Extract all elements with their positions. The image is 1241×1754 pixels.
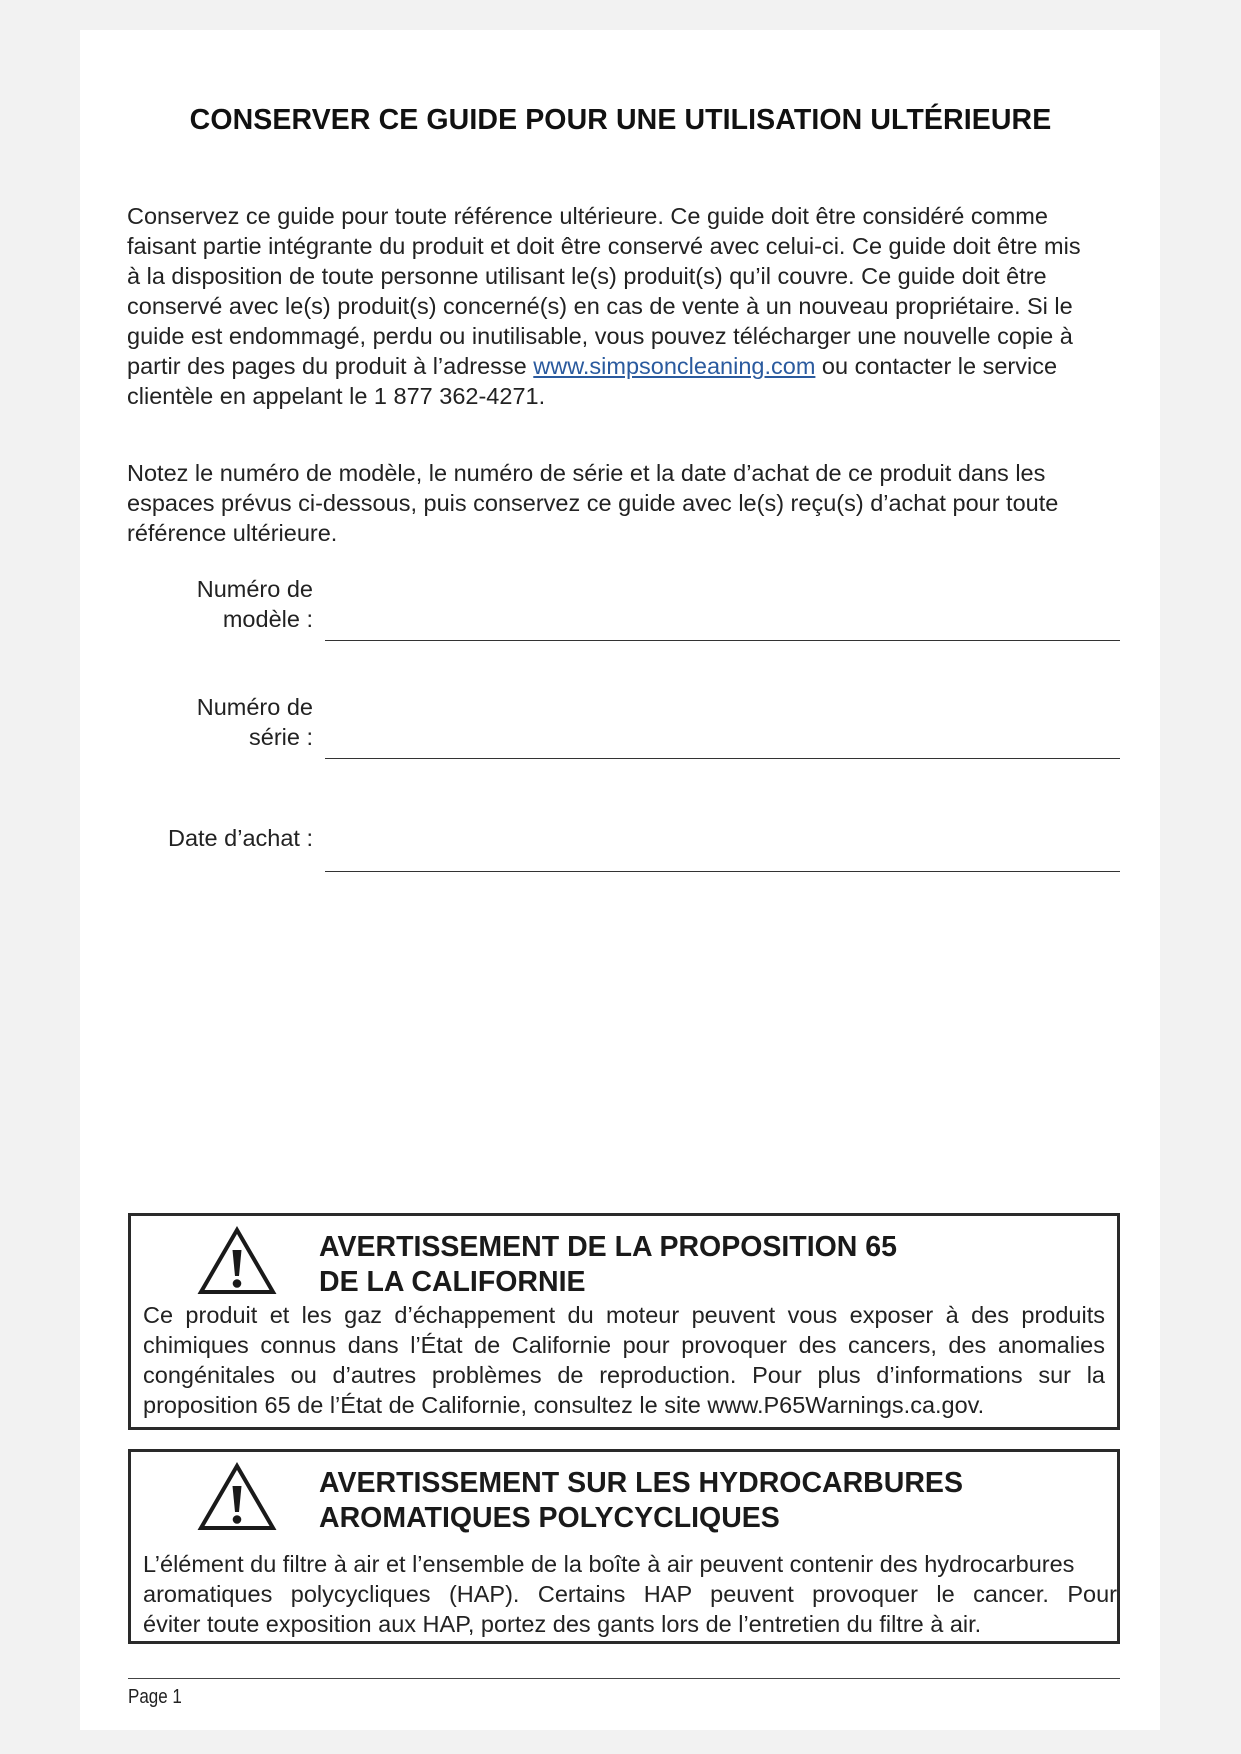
website-link[interactable]: www.simpsoncleaning.com [533,353,816,379]
record-line: référence ultérieure. [127,520,338,546]
warning-triangle-icon [197,1226,277,1296]
model-number-label [197,574,313,634]
model-number-label-line: Numéro de [196,576,313,602]
warning-text-line: Ce produit et les gaz d’échappement du moteur peuvent vous exposer à des produits [143,1302,1105,1328]
warning-text-line: chimiques connus dans l’État de Californie pour provoquer des cancers, des anomalies [143,1332,1105,1358]
warning-triangle-icon [197,1462,277,1532]
warning-text-line: aromatiques polycycliques (HAP). Certains HAP peuvent provoquer le cancer. Pour [143,1581,1117,1607]
pah-warning-text [143,1549,1117,1639]
record-line: espaces prévus ci-dessous, puis conservez ce guide avec le(s) reçu(s) d’achat pour toute [127,490,1059,516]
intro-line-text: ou contacter le service [815,353,1058,379]
page-title: CONSERVER CE GUIDE POUR UNE UTILISATION ULTÉRIEURE [189,104,1052,136]
warning-text-line: L’élément du filtre à air et l’ensemble de la boîte à air peuvent contenir des hydrocarbures [143,1551,1075,1577]
pah-warning-box [128,1449,1120,1644]
model-number-blank[interactable] [325,640,1120,641]
intro-paragraph [127,201,1127,411]
record-line: Notez le numéro de modèle, le numéro de série et la date d’achat de ce produit dans les [127,460,1046,486]
intro-line: à la disposition de toute personne utilisant le(s) produit(s) qu’il couvre. Ce guide doit être [127,263,1047,289]
intro-line: clientèle en appelant le 1 877 362-4271. [127,383,546,409]
warning-text-line: éviter toute exposition aux HAP, portez des gants lors de l’entretien du filtre à air. [143,1611,982,1637]
page-number: Page 1 [128,1686,182,1708]
warning-text-line: proposition 65 de l’État de Californie, consultez le site www.P65Warnings.ca.gov. [143,1392,985,1418]
serial-number-label-line: Numéro de [196,694,313,720]
warning-text-line: congénitales ou d’autres problèmes de reproduction. Pour plus d’informations sur la [143,1362,1105,1388]
intro-line: conservé avec le(s) produit(s) concerné(s) en cas de vente à un nouveau propriétaire. Si le [127,293,1073,319]
intro-line: guide est endommagé, perdu ou inutilisable, vous pouvez télécharger une nouvelle copie à [127,323,1073,349]
warning-title-line: DE LA CALIFORNIE [319,1266,586,1298]
serial-number-label [197,692,313,752]
warning-title-line: AVERTISSEMENT SUR LES HYDROCARBURES [319,1467,963,1499]
pah-warning-title [319,1466,963,1536]
record-paragraph [127,458,1127,548]
warning-title-line: AROMATIQUES POLYCYCLIQUES [319,1502,780,1534]
footer-divider [128,1678,1120,1679]
model-number-label-line: modèle : [222,606,313,632]
intro-line-text: partir des pages du produit à l’adresse [127,353,534,379]
serial-number-blank[interactable] [325,758,1120,759]
warning-title-line: AVERTISSEMENT DE LA PROPOSITION 65 [319,1231,898,1263]
serial-number-label-line: série : [249,724,313,750]
intro-line: faisant partie intégrante du produit et doit être conservé avec celui-ci. Ce guide doit être mis [127,233,1081,259]
prop65-warning-title [319,1230,897,1300]
prop65-warning-box [128,1213,1120,1430]
intro-line: Conservez ce guide pour toute référence ultérieure. Ce guide doit être considéré comme [127,203,1048,229]
intro-line-with-link [127,351,1127,381]
prop65-warning-text [143,1300,1105,1420]
purchase-date-blank[interactable] [325,871,1120,872]
purchase-date-label: Date d’achat : [167,825,313,851]
